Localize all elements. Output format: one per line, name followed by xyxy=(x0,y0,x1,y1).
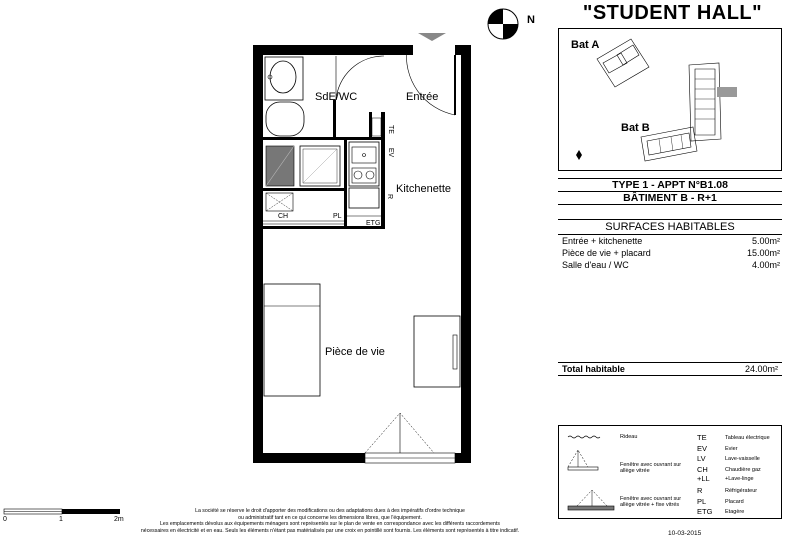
total-value: 24.00m² xyxy=(744,364,778,374)
surface-value: 5.00m² xyxy=(751,236,780,246)
legend-code: TE xyxy=(697,433,707,442)
total-row xyxy=(558,362,782,376)
legend-code: LV xyxy=(697,454,706,463)
apartment-type: TYPE 1 - APPT N°B1.08 xyxy=(612,179,728,191)
surface-label: Entrée + kitchenette xyxy=(562,236,643,246)
exterior-walls xyxy=(253,45,471,463)
kitchen-units xyxy=(347,118,381,216)
shower xyxy=(266,146,340,186)
disclaimer xyxy=(130,508,530,534)
plan-date: 10-03-2015 xyxy=(668,530,702,537)
legend-code: CH xyxy=(697,465,708,474)
scale-label-0: 0 xyxy=(3,516,7,523)
label-etg: ETG xyxy=(366,220,381,227)
legend-desc: Lave-vaisselle xyxy=(725,456,760,462)
legend-code: +LL xyxy=(697,474,710,483)
label-pl: PL xyxy=(333,213,342,220)
room-label-sde-wc: SdE/WC xyxy=(315,91,358,103)
boiler-cupboard xyxy=(263,193,344,224)
legend-code: PL xyxy=(697,497,707,506)
key-map xyxy=(558,28,782,171)
surface-row xyxy=(562,260,780,270)
scale-label-1: 1 xyxy=(59,516,63,523)
legend-code: EV xyxy=(697,444,708,453)
building-floor: BÂTIMENT B - R+1 xyxy=(558,191,782,204)
scale-bar xyxy=(4,509,120,514)
label-ch: CH xyxy=(278,213,289,220)
label-r: R xyxy=(386,193,394,200)
surface-row xyxy=(562,236,780,246)
room-label-kitchenette: Kitchenette xyxy=(396,183,452,195)
disclaimer-line: La société se réserve le droit d'apporter des modifications ou des adaptations dues à des impératifs d'ordre technique xyxy=(195,508,465,514)
compass-icon xyxy=(488,9,518,39)
window xyxy=(365,413,455,463)
toilet xyxy=(266,102,304,136)
legend-fenetre-1: Fenêtre avec ouvrant sur allège vitrée xyxy=(620,462,682,474)
surface-row xyxy=(562,248,780,258)
legend-code: ETG xyxy=(697,507,713,516)
page-title: "STUDENT HALL" xyxy=(582,2,763,24)
label-ev: EV xyxy=(387,147,395,158)
disclaimer-line: ou administratif tant en ce qui concerne les dimensions libres, que l'équipement. xyxy=(238,514,422,521)
legend-fenetre-2: Fenêtre avec ouvrant sur allège vitrée + fixe vitrés xyxy=(620,496,682,508)
room-label-entree: Entrée xyxy=(406,91,439,103)
legend-code: R xyxy=(697,486,703,495)
bed xyxy=(264,284,320,396)
legend-desc: Etagère xyxy=(725,509,745,515)
surfaces-heading: SURFACES HABITABLES xyxy=(558,219,782,235)
apartment-type-box xyxy=(558,178,782,205)
disclaimer-line: Les emplacements dévolus aux équipements ménagers sont représentés sur le plan de vente en correspondance avec les différents raccordements xyxy=(160,521,500,528)
keymap-compass-icon xyxy=(576,150,582,160)
legend-desc: Placard xyxy=(725,499,744,505)
bat-b-label: Bat B xyxy=(621,122,650,134)
washbasin xyxy=(265,57,303,100)
legend-desc: Evier xyxy=(725,446,738,452)
legend-desc: Réfrigérateur xyxy=(725,488,758,494)
surface-label: Salle d'eau / WC xyxy=(562,260,629,270)
surface-value: 15.00m² xyxy=(746,248,780,258)
compass-north-label: N xyxy=(527,14,535,26)
room-label-piece-de-vie: Pièce de vie xyxy=(325,346,385,358)
desk xyxy=(414,316,460,387)
surface-label: Pièce de vie + placard xyxy=(562,248,651,258)
surface-value: 4.00m² xyxy=(751,260,780,270)
legend-desc: +Lave-linge xyxy=(725,476,754,482)
legend-desc: Chaudière gaz xyxy=(725,467,761,473)
scale-label-2m: 2m xyxy=(114,516,124,523)
legend-rideau: Rideau xyxy=(620,434,638,440)
label-te: TE xyxy=(386,125,394,134)
bat-a-label: Bat A xyxy=(571,39,600,51)
total-label: Total habitable xyxy=(562,364,625,374)
legend-desc: Tableau électrique xyxy=(725,435,770,441)
disclaimer-line: nécessaires en électricité et en eau. Seuls les éléments n'étant pas matérialisés par une croix en pointillé sont fournis. Les éléments sont représentés à titre indicatif. xyxy=(140,527,520,534)
